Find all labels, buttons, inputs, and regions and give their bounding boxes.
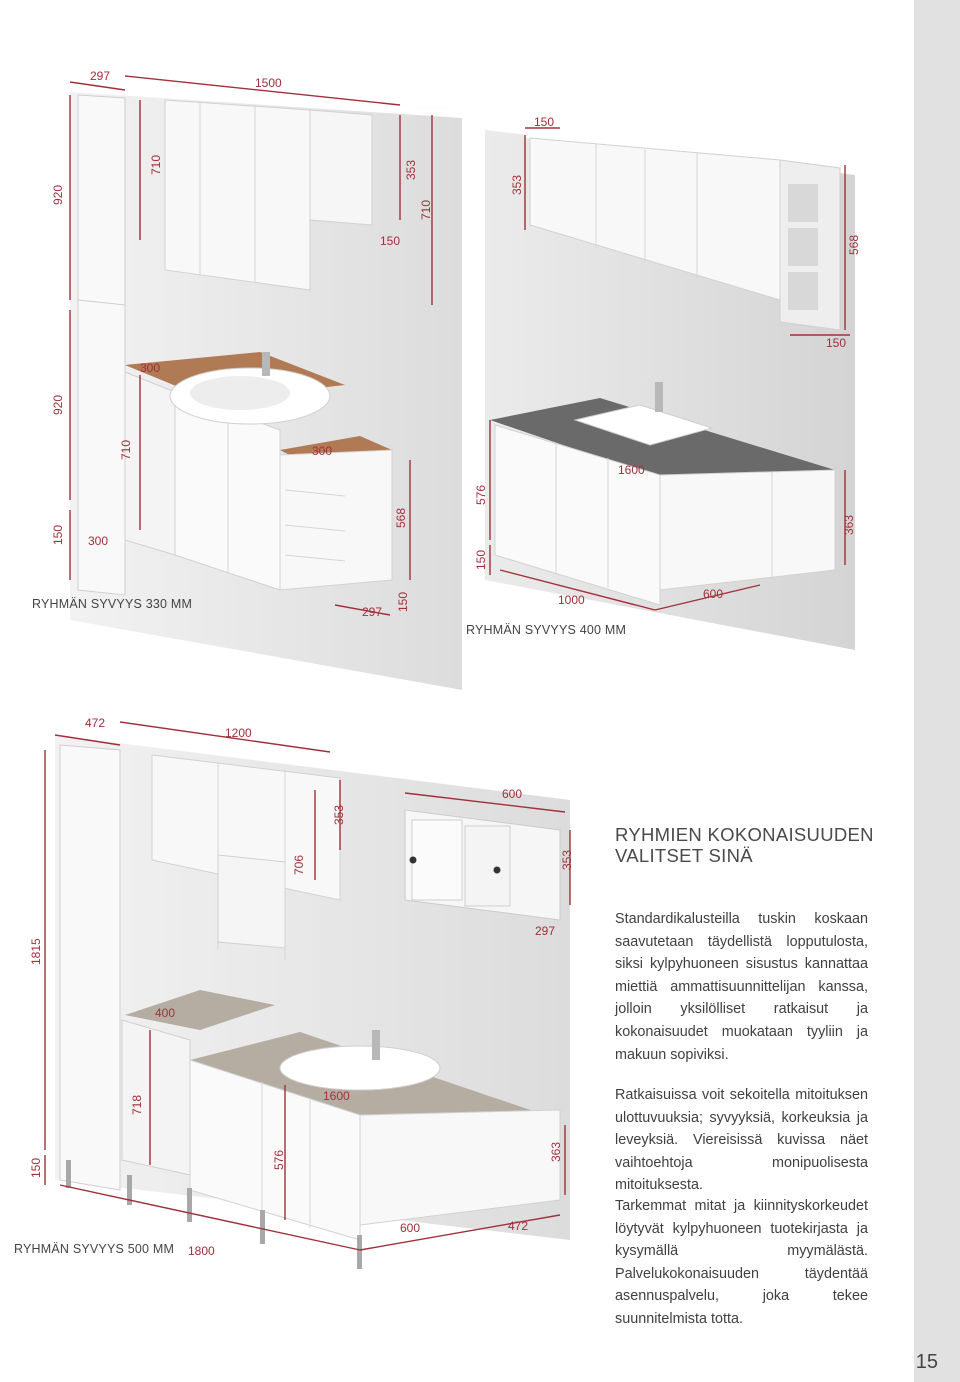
dim-label: 710 [419,199,433,220]
paragraph-3: Tarkemmat mitat ja kiinnityskorkeudet löytyvät kylpyhuoneen tuotekirjasta ja kysymällä myymälästä. Palvelukokonaisuuden täydentää asennuspalvelu, joka tekee suunnitelmista totta. [615,1198,868,1327]
dim-label: 1600 [618,463,645,477]
dim-label: 600 [400,1221,421,1235]
dim-label: 710 [149,154,163,175]
group2-illustration [485,130,855,650]
caption-group2: RYHMÄN SYVYYS 400 MM [466,623,627,637]
dim-label: 150 [534,115,555,129]
dim-label: 150 [396,591,410,612]
dim-label: 1500 [255,76,282,90]
dim-label: 150 [380,234,401,248]
heading-line-2: VALITSET SINÄ [615,845,753,866]
dim-label: 568 [394,507,408,528]
dim-label: 718 [130,1094,144,1115]
caption-group1: RYHMÄN SYVYYS 330 MM [32,597,193,611]
dim-label: 1800 [188,1244,215,1258]
dim-label: 920 [51,394,65,415]
dim-label: 710 [119,439,133,460]
dim-label: 297 [535,924,556,938]
page-edge-strip [914,0,960,1382]
dim-label: 600 [703,587,724,601]
dim-label: 150 [474,549,488,570]
dim-label: 1600 [323,1089,350,1103]
dim-label: 150 [51,524,65,545]
dim-label: 400 [155,1006,176,1020]
dim-label: 568 [847,234,861,255]
dim-label: 297 [362,605,383,619]
dim-label: 576 [272,1149,286,1170]
dim-label: 1200 [225,726,252,740]
dim-label: 300 [312,444,333,458]
dim-label: 706 [292,854,306,875]
page-number: 15 [915,1351,938,1373]
caption-group3: RYHMÄN SYVYYS 500 MM [14,1242,175,1256]
dim-label: 472 [85,716,106,730]
paragraph-1: Standardikalusteilla tuskin koskaan saavutetaan täydellistä lopputulosta, siksi kylpyhuoneen sisustus kannattaa miettiä ammattisuunnittelijan kanssa, jolloin yksilölliset ratkaisut ja kokonaisuudet muokataan tyyliin ja makuun sopiviksi. [615,911,868,1063]
dim-label: 300 [88,534,109,548]
heading-line-1: RYHMIEN KOKONAISUUDEN [615,824,874,845]
dim-label: 150 [29,1157,43,1178]
dim-label: 353 [510,174,524,195]
dim-label: 300 [140,361,161,375]
dim-label: 150 [826,336,847,350]
dim-label: 363 [549,1141,563,1162]
dim-label: 600 [502,787,523,801]
dim-label: 472 [508,1219,529,1233]
dim-label: 1815 [29,938,43,965]
dim-label: 920 [51,184,65,205]
paragraph-2: Ratkaisuissa voit sekoitella mitoituksen ulottuvuuksia; syvyyksiä, korkeuksia ja leveyksiä. Viereisissä kuvissa näet vaihtoehtoja monipuolisesta mitoituksesta. [615,1087,868,1194]
dim-label: 1000 [558,593,585,607]
dim-label: 353 [332,804,346,825]
section-heading [615,824,875,866]
dim-label: 363 [842,514,856,535]
dim-label: 576 [474,484,488,505]
dim-label: 297 [90,69,111,83]
dim-label: 353 [560,849,574,870]
dim-label: 353 [404,159,418,180]
